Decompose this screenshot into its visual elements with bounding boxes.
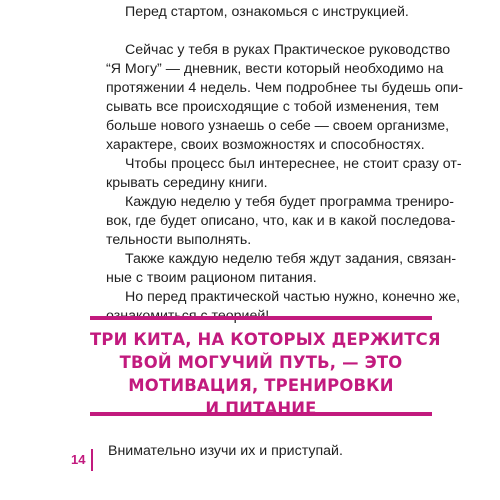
highlight-callout <box>90 316 441 418</box>
paragraph-guide <box>106 41 464 155</box>
text-line: Сейчас у тебя в руках Практическое руководство <box>125 42 451 58</box>
text-line: Чтобы процесс был интереснее, не стоит сразу от- <box>125 156 462 172</box>
text-line: Каждую неделю у тебя будет программа трениро- <box>125 194 454 210</box>
text-line: протяжении 4 недель. Чем подробнее ты будешь опи- <box>106 80 464 96</box>
text-line: Также каждую неделю тебя ждут задания, связан- <box>125 251 457 267</box>
text-line: тельности выполнять. <box>106 232 252 248</box>
text-line: крывать середину книги. <box>106 175 268 191</box>
highlight-line: МОТИВАЦИЯ, ТРЕНИРОВКИ <box>128 376 394 395</box>
paragraph-intro <box>125 3 409 22</box>
text-line: больше нового узнаешь о себе — своем организме, <box>106 118 450 134</box>
page-number-divider <box>91 449 93 471</box>
paragraph-training <box>106 193 456 250</box>
text-line: характере, своих возможностях и способностях. <box>106 137 425 153</box>
highlight-line: ТВОЙ МОГУЧИЙ ПУТЬ, — ЭТО <box>119 353 403 372</box>
paragraph-process <box>106 155 462 193</box>
highlight-text <box>90 328 441 420</box>
text-line: Но перед практической частью нужно, конечно же, <box>125 289 461 305</box>
highlight-line: ТРИ КИТА, НА КОТОРЫХ ДЕРЖИТСЯ <box>90 330 441 349</box>
page-number: 14 <box>71 452 86 467</box>
text-line: вок, где будет описано, что, как и в какой последова- <box>106 213 456 229</box>
text-line: ные с твоим рационом питания. <box>106 270 317 286</box>
text-line: ознакомиться с теорией! <box>106 308 270 324</box>
text-line: Внимательно изучи их и приступай. <box>108 443 343 459</box>
text-line: “Я Могу” — дневник, вести который необходимо на <box>106 61 444 77</box>
paragraph-closing <box>108 442 343 461</box>
text-line: сывать все происходящие с тобой изменения, тем <box>106 99 440 115</box>
paragraph-nutrition <box>106 250 457 288</box>
text-line: Перед стартом, ознакомься с инструкцией. <box>125 4 409 20</box>
highlight-line: И ПИТАНИЕ <box>205 399 317 418</box>
